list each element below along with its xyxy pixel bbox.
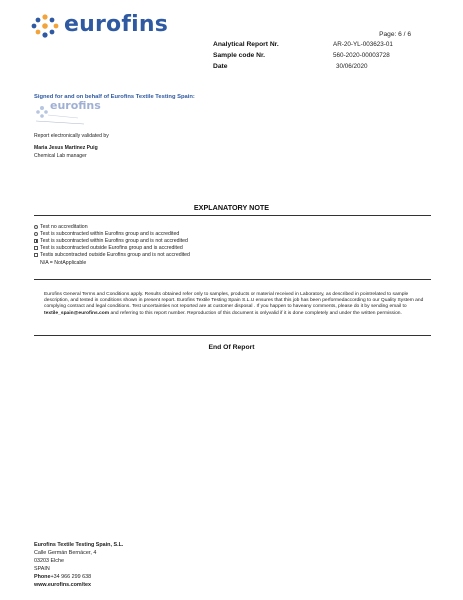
circle-marker-icon [34, 225, 38, 229]
footer-country: SPAIN [34, 566, 50, 572]
footer-website: www.eurofins.com/tex [34, 582, 92, 588]
note-item [34, 231, 179, 237]
date-value: 30/06/2020 [336, 63, 368, 70]
footer-company: Eurofins Textile Testing Spain, S.L. [34, 542, 124, 548]
note-item-text: Test no accreditation [40, 224, 88, 230]
end-of-report: End Of Report [208, 344, 255, 351]
signer-role: Chemical Lab manager [34, 153, 87, 159]
footer-street: Calle Germán Bernácer, 4 [34, 550, 97, 556]
note-item [34, 252, 190, 258]
explanatory-note-title: EXPLANATORY NOTE [193, 203, 270, 212]
note-item [34, 245, 183, 251]
eurofins-dots-icon [30, 13, 60, 39]
report-number-label: Analytical Report Nr. [213, 41, 279, 48]
filled-square-marker-icon [34, 239, 38, 243]
eurofins-logo [30, 12, 190, 40]
sample-code-value: 560-2020-00003728 [333, 52, 390, 59]
sample-code-label: Sample code Nr. [213, 52, 266, 59]
note-item [34, 224, 88, 230]
note-item-text: Testis subcontracted outside Eurofins group and is not accredited [40, 252, 190, 258]
footer-phone [34, 574, 91, 580]
note-item [34, 238, 188, 244]
date-label: Date [213, 63, 228, 70]
circle-marker-icon [34, 232, 38, 236]
signer-name: Maria Jesus Martinez Puig [34, 145, 98, 151]
note-item-text: Test is subcontracted within Eurofins group and is not accredited [40, 238, 188, 244]
divider [34, 335, 431, 336]
validation-stamp [34, 99, 101, 128]
stamp-brand: eurofins [50, 99, 101, 112]
footer-postal: 03203 Elche [34, 558, 64, 564]
page-number: Page: 6 / 6 [379, 31, 411, 38]
divider [34, 279, 431, 280]
phone-number: +34 966 299 638 [50, 574, 92, 580]
signed-on-behalf: Signed for and on behalf of Eurofins Textile Testing Spain: [34, 94, 195, 100]
validated-by: Report electronically validated by [34, 133, 109, 139]
divider [34, 215, 431, 216]
terms-paragraph [44, 292, 426, 317]
report-number-value: AR-20-YL-003623-01 [333, 41, 393, 48]
note-item-text: Test is subcontracted outside Eurofins group and is accredited [40, 245, 183, 251]
square-marker-icon [34, 253, 38, 257]
contact-email: textile_spain@eurofins.com [44, 310, 110, 316]
terms-text: and referring to this report number. Reproduction of this document is onlyvalid if it is done completely and under the written permission. [109, 310, 402, 316]
brand-name: eurofins [64, 12, 169, 37]
square-marker-icon [34, 246, 38, 250]
phone-label: Phone [34, 574, 51, 580]
terms-text: Eurofins General Terms and Conditions apply. Results obtained refer only to samples, products or material received in Laboratory, as described in pointrelated to sample description, and tested in conditions shown in present report. Eurofins Textile Testing Spain S.L.U ensures that this job has been performedaccording to our Quality System and complying contract and legal conditions. Test uncertainties not reported are at customer disposal . If you happen to haveany comments, please do it by sending email to [44, 292, 424, 310]
note-item-text: Test is subcontracted within Eurofins group and is accredited [40, 231, 180, 237]
na-definition: N/A = NotApplicable [40, 260, 87, 266]
